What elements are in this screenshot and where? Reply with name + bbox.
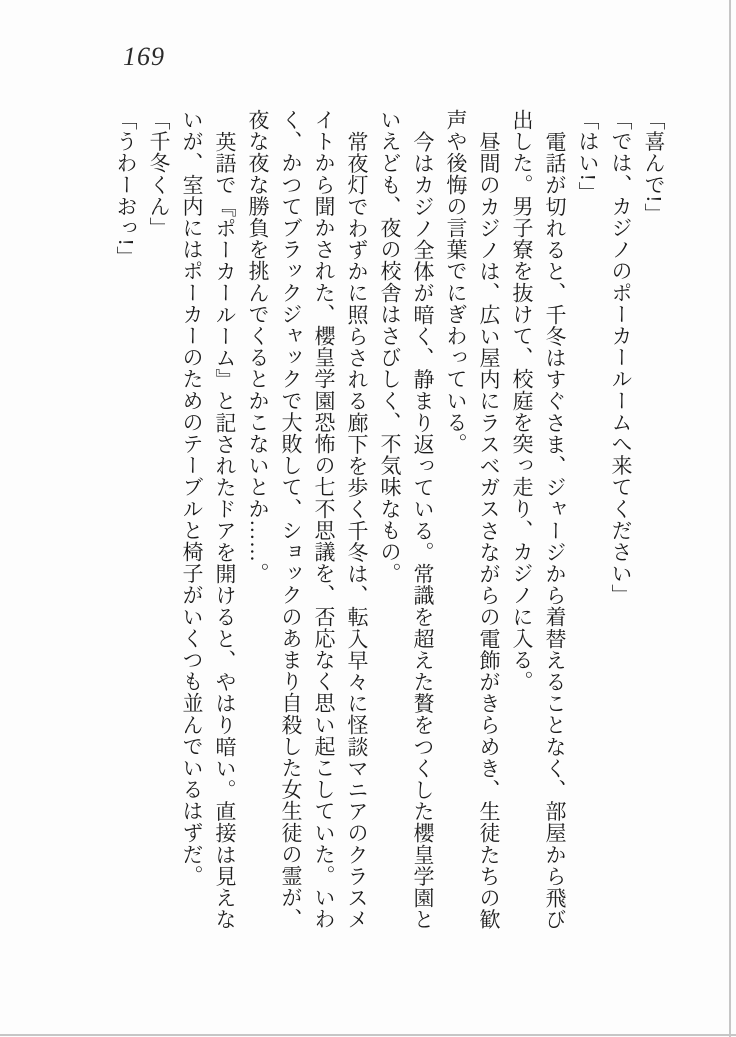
text-line: いが、室内にはポーカーのためのテーブルと椅子がいくつも並んでいるはずだ。 — [180, 109, 204, 887]
text-line: 「はい!」 — [576, 109, 600, 203]
text-line: 声や後悔の言葉でにぎわっている。 — [444, 109, 468, 455]
text-line: 英語で『ポーカールーム』と記されたドアを開けると、やはり暗い。直接は見えな — [213, 130, 237, 930]
page-number: 169 — [123, 42, 165, 71]
text-line: いえども、夜の校舎はさびしく、不気味なもの。 — [378, 109, 402, 585]
text-line: イトから聞かされた、櫻皇学園恐怖の七不思議を、否応なく思い起こしていた。いわ — [312, 109, 336, 930]
text-line: 出した。男子寮を抜けて、校庭を突っ走り、カジノに入る。 — [510, 109, 534, 693]
text-line: 今はカジノ全体が暗く、静まり返っている。常識を超えた贅をつくした櫻皇学園と — [411, 130, 435, 930]
page-edge-right — [729, 0, 731, 1037]
text-line: 「では、カジノのポーカールームへ来てください」 — [609, 109, 633, 606]
text-line: 「千冬くん」 — [147, 109, 171, 239]
text-line: 「うわーおっ!」 — [114, 109, 138, 268]
text-line: 夜な夜な勝負を挑んでくるとかこないとか……。 — [246, 109, 270, 585]
text-line: 常夜灯でわずかに照らされる廊下を歩く千冬は、転入早々に怪談マニアのクラスメ — [345, 130, 369, 930]
text-line: 「喜んで!」 — [642, 109, 666, 225]
text-line: く、かつてブラックジャックで大敗して、ショックのあまり自殺した女生徒の霊が、 — [279, 109, 303, 930]
text-line: 昼間のカジノは、広い屋内にラスベガスさながらの電飾がきらめき、生徒たちの歓 — [477, 130, 501, 930]
text-line: 電話が切れると、千冬はすぐさま、ジャージから着替えることなく、部屋から飛び — [543, 130, 567, 930]
page-edge-bottom — [0, 1034, 736, 1036]
text-columns — [109, 109, 670, 945]
